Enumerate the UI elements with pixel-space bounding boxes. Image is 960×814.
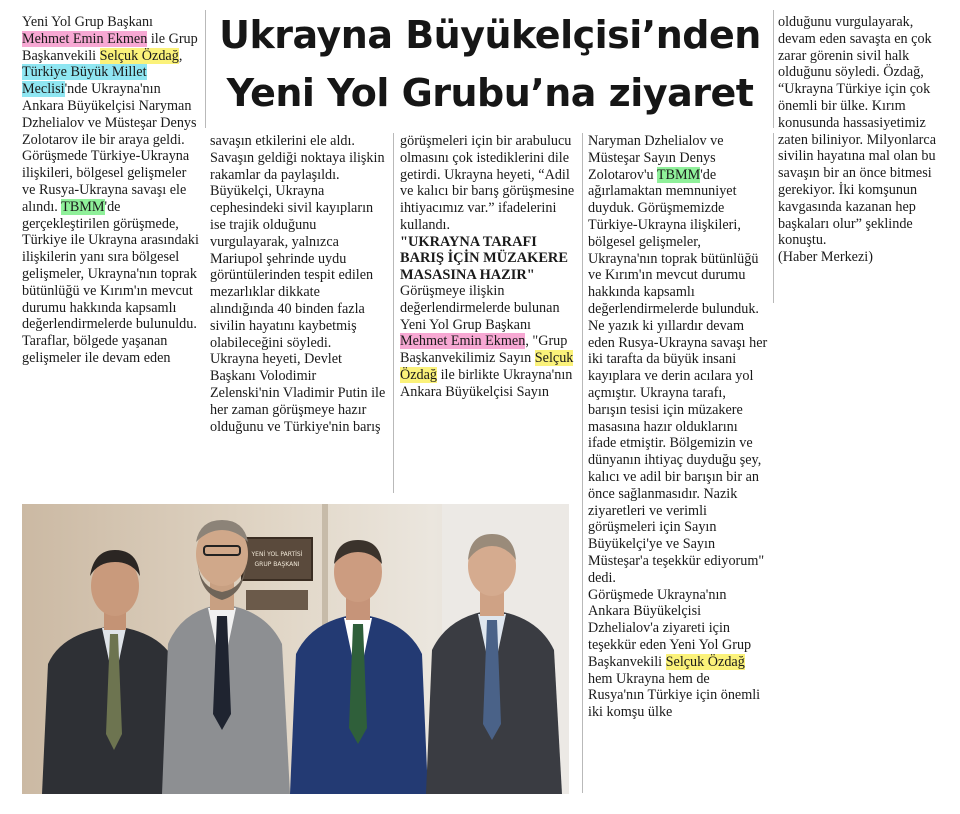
column-rule <box>205 10 206 128</box>
text-run: , "Grup Başkanvekilimiz Sayın <box>400 333 568 367</box>
name-highlight: Selçuk Özdağ <box>99 47 179 64</box>
plaque-text-1: YENİ YOL PARTİSİ <box>251 551 303 558</box>
article-column-5 <box>778 14 940 266</box>
name-highlight: Mehmet Emin Ekmen <box>22 30 148 47</box>
text-run: Görüşmede Ukrayna'nın Ankara Büyükelçisi Dzhelialov'a ziyareti için teşekkür eden Yeni Yol Grup Başkanvekili <box>588 586 752 670</box>
byline: (Haber Merkezi) <box>778 249 873 266</box>
article-column-3 <box>400 133 576 401</box>
text-run: hem Ukrayna hem de Rusya'nın Türkiye için önemli iki komşu ülke <box>588 670 761 721</box>
text-run: Görüşmeye ilişkin değerlendirmelerde bulunan Yeni Yol Grup Başkanı <box>400 283 560 333</box>
paragraph: görüşmeleri için bir arabulucu olmasını çok istediklerini dile getirdi. Ukrayna heyeti, “Adil ve kalıcı bir barış görüşmesine ihtiyacımız var.” ifadelerini kullandı. <box>400 133 575 233</box>
small-plaque <box>246 590 308 610</box>
article-column-2 <box>210 133 386 435</box>
name-highlight: Selçuk Özdağ <box>400 350 574 383</box>
article-column-1 <box>22 14 202 367</box>
paragraph <box>588 133 768 587</box>
article-photo <box>22 504 569 794</box>
text-run: , <box>178 47 183 64</box>
column-rule <box>582 133 583 793</box>
text-run: Naryman Dzhelialov ve Müsteşar Sayın Denys Zolotarov'u <box>588 133 724 183</box>
column-rule <box>773 10 774 128</box>
org-highlight: TBMM <box>61 198 105 215</box>
headline-line-1: Ukrayna Büyükelçisi’nden <box>219 13 761 57</box>
paragraph <box>588 587 768 721</box>
paragraph <box>22 14 202 367</box>
org-highlight: Türkiye Büyük Millet Meclisi <box>22 64 147 98</box>
subheading: "UKRAYNA TARAFI BARIŞ İÇİN MÜZAKERE MASASINA HAZIR" <box>400 233 568 283</box>
text-run: 'nde Ukrayna'nın Ankara Büyükelçisi Naryman Dzhelialov ve Müsteşar Denys Zolotarov ile bir araya geldi. Görüşmede Türkiye-Ukrayna ilişkileri, bölgesel gelişmeler ve Rusya-Ukrayna savaşı ele alındı. <box>22 81 197 215</box>
org-highlight: TBMM <box>656 166 701 183</box>
text-run: 'de gerçekleştirilen görüşmede, Türkiye ile Ukrayna arasındaki ilişkilerin yanı sıra bölgesel gelişmeler, Ukrayna'nın toprak bütünlüğü ve Kırım'ın mevcut durumu hakkında kapsamlı değerlendirmelerde bulunuldu. Taraflar, bölgede yaşanan gelişmeler ile devam eden <box>22 198 199 366</box>
text-run: Yeni Yol Grup Başkanı <box>22 14 153 30</box>
article-column-4 <box>588 133 768 721</box>
name-plaque <box>242 538 312 580</box>
paragraph: savaşın etkilerini ele aldı. Savaşın geldiği noktaya ilişkin rakamlar da paylaşıldı. Büyükelçi, Ukrayna cephesindeki sivil kayıpların ise trajik olduğunu vurgulayarak, yalnızca Mariupol şehrinde uydu görüntülerinden tespit edilen mezarlıklar dikkate alındığında 40 binden fazla sivilin hayatını kaybetmiş olabileceğini söyledi. <box>210 133 385 351</box>
name-highlight: Selçuk Özdağ <box>665 653 745 670</box>
paragraph <box>400 283 576 401</box>
column-rule <box>393 133 394 493</box>
plaque-text-2: GRUP BAŞKANI <box>254 561 300 568</box>
paragraph: Ukrayna heyeti, Devlet Başkanı Volodimir Zelenski'nin Vladimir Putin ile her zaman görüşmeye hazır olduğunu ve Türkiye'nin barış <box>210 351 386 435</box>
text-run: 'de ağırlamaktan memnuniyet duyduk. Görüşmemizde Türkiye-Ukrayna ilişkileri, bölgesel gelişmeler, Ukrayna'nın toprak bütünlüğü ve Kırım'ın mevcut durumu hakkında kapsamlı değerlendirmelerde bulunduk. Ne yazık ki yıllardır devam eden Rusya-Ukrayna savaşı her iki tarafta da büyük insani kayıplara ve derin acılara yol açmıştır. Ukrayna tarafı, barışın tesisi için müzakere masasına hazır olduklarını ifade etmiştir. Bölgemizin ve dünyanın ihtiyaç duyduğu şey, kalıcı ve adil bir barışın bir an önce sağlanmasıdır. Nazik ziyaretleri ve verimli görüşmeleri için Sayın Büyükelçi'ye ve Sayın Müsteşar'a teşekkür ediyorum" dedi. <box>588 166 768 586</box>
headline-line-2: Yeni Yol Grubu’na ziyaret <box>226 71 754 115</box>
name-highlight: Mehmet Emin Ekmen <box>400 333 526 350</box>
column-rule <box>773 133 774 303</box>
headline <box>212 6 768 122</box>
text-run: ile birlikte Ukrayna'nın Ankara Büyükelçisi Sayın <box>400 366 573 400</box>
paragraph: olduğunu vurgulayarak, devam eden savaşta en çok zarar görenin sivil halk olduğunu söyledi. Özdağ, “Ukrayna Türkiye için çok önemli bir ülke. Kırım konusunda hassasiyetimiz zaten biliniyor. Milyonlarca sivilin hayatına mal olan bu savaşın bir an önce bitmesi gerekiyor. İki komşunun kavgasında kazanan hep başkaları olur” şeklinde konuştu. <box>778 14 936 249</box>
photo-illustration <box>22 504 569 794</box>
text-run: ile Grup Başkanvekili <box>22 30 198 64</box>
